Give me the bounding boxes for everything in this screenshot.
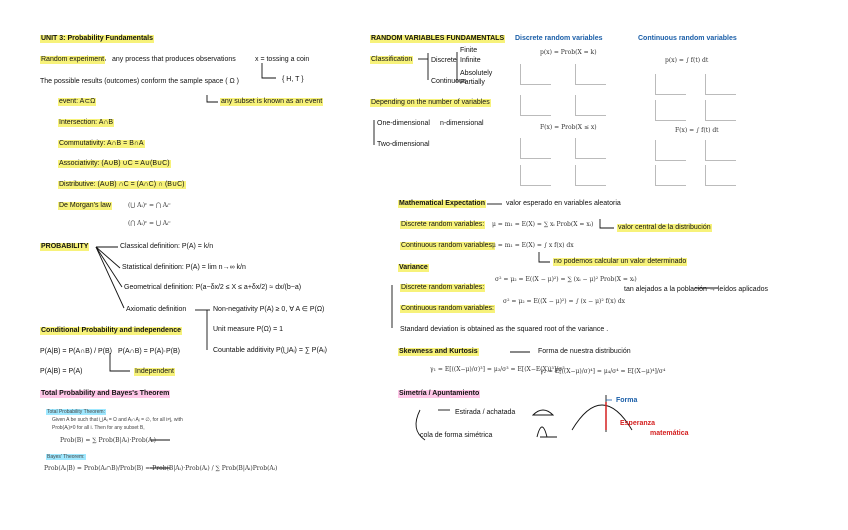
rv-heading: RANDOM VARIABLES FUNDAMENTALS xyxy=(371,35,505,42)
demorgan-formula-1: (⋃ Aᵢ)ᶜ = ⋂ Aᵢᶜ xyxy=(128,202,171,209)
pmf-plot-4 xyxy=(575,95,606,116)
sample-space-text: The possible results (outcomes) conform the sample space ( Ω ) xyxy=(40,78,239,85)
skewness-formula: γ₁ = E[((X−μ)/σ)³] = μ₃/σ³ = E[(X−E(X))³]/σ³ xyxy=(430,366,565,373)
finite-label: Finite xyxy=(460,47,478,54)
conditional-heading: Conditional Probability and independence xyxy=(41,327,182,334)
cdf-c-plot-4 xyxy=(705,165,736,186)
infinite-label: Infinite xyxy=(460,57,481,64)
n-dim-label: n-dimensional xyxy=(440,120,484,127)
pmf-plot-3 xyxy=(520,95,551,116)
demorgan-formula-2: (⋂ Aᵢ)ᶜ = ⋃ Aᵢᶜ xyxy=(128,220,171,227)
simetria-heading: Simetría / Apuntamiento xyxy=(399,390,480,397)
random-experiment-label: Random experiment xyxy=(41,56,105,63)
coin-example: x = tossing a coin xyxy=(255,56,310,63)
total-probability-text-2: Prob(Aᵢ)≠0 for all i. Then for any subset B, xyxy=(52,425,145,431)
total-probability-text-1: Given A be such that ⋃Aᵢ = Ω and Aᵢ∩Aⱼ = ∅, for all i≠j, with xyxy=(52,417,183,423)
skewness-note: Forma de nuestra distribución xyxy=(538,348,631,355)
distributive-item: Distributive: (A∪B) ∩C = (A∩C) ∩ (B∪C) xyxy=(59,181,185,188)
poblacion-note: tan alejados a la población → leídos aplicados xyxy=(624,286,768,293)
cdf-plot-4 xyxy=(575,165,606,186)
axiom-additivity: Countable additivity P(⋃Aᵢ) = ∑ P(Aᵢ) xyxy=(213,347,327,354)
disc-exp-label: Discrete random variables: xyxy=(401,221,485,228)
commutativity-item: Commutativity: A∩B = B∩A xyxy=(59,140,144,147)
continuous-rv-heading: Continuous random variables xyxy=(638,35,737,42)
cdf-c-plot-2 xyxy=(705,140,736,161)
valor-central-note: valor central de la distribución xyxy=(618,224,711,231)
pdf-formula: p(x) = ∫ f(t) dt xyxy=(665,57,709,64)
intersection-item: Intersection: A∩B xyxy=(59,119,114,126)
cdf-c-plot-3 xyxy=(655,165,686,186)
estirada-label: Estirada / achatada xyxy=(455,409,516,416)
absolutely-label: Absolutely xyxy=(460,70,493,77)
cdf-plot-1 xyxy=(520,138,551,159)
variance-heading: Variance xyxy=(399,264,428,271)
cont-exp-formula: μ = m₁ = E(X) = ∫ x f(x) dx xyxy=(492,242,574,249)
cdf-continuous-formula: F(x) = ∫ f(t) dt xyxy=(675,127,719,134)
cola-label: cola de forma simétrica xyxy=(420,432,493,439)
bayes-box: Bayes' Theorem: xyxy=(47,454,85,460)
demorgan-item: De Morgan's law xyxy=(59,202,111,209)
cdf-c-plot-1 xyxy=(655,140,686,161)
depending-label: Depending on the number of variables xyxy=(371,99,490,106)
axiom-unit-measure: Unit measure P(Ω) = 1 xyxy=(213,326,284,333)
discrete-rv-heading: Discrete random variables xyxy=(515,35,603,42)
forma-label: Forma xyxy=(616,397,638,404)
pdf-plot-3 xyxy=(655,100,686,121)
total-probability-formula: Prob(B) = ∑ Prob(B|Aᵢ)·Prob(Aᵢ) xyxy=(60,437,156,444)
pdf-plot-2 xyxy=(705,74,736,95)
event-note: any subset is known as an event xyxy=(221,98,323,105)
pdf-plot-4 xyxy=(705,100,736,121)
conditional-formula: P(A|B) = P(A∩B) / P(B) xyxy=(40,348,112,355)
esperanza-label: Esperanza xyxy=(620,420,656,427)
pmf-plot-1 xyxy=(520,64,551,85)
cdf-discrete-formula: F(x) = Prob(X ≤ x) xyxy=(540,124,597,131)
var-cont-label: Continuous random variables: xyxy=(401,305,494,312)
std-note: Standard deviation is obtained as the squared root of the variance . xyxy=(400,326,609,333)
probability-heading: PROBABILITY xyxy=(41,243,89,250)
discrete-label: Discrete xyxy=(431,57,457,64)
one-dim-label: One-dimensional xyxy=(377,120,430,127)
unit-title: UNIT 3: Probability Fundamentals xyxy=(41,35,154,42)
random-experiment-desc: any process that produces observations xyxy=(112,56,236,63)
independence-formula: P(A|B) = P(A) xyxy=(40,368,83,375)
geometrical-definition: Geometrical definition: P(a−δx/2 ≤ X ≤ a+δx/2) ≈ dx/(b−a) xyxy=(124,284,302,291)
partially-label: Partially xyxy=(460,79,485,86)
event-item: event: A⊂Ω xyxy=(59,98,96,105)
product-formula: P(A∩B) = P(A)·P(B) xyxy=(118,348,181,355)
var-disc-label: Discrete random variables: xyxy=(401,284,485,291)
two-dim-label: Two-dimensional xyxy=(377,141,430,148)
math-expectation-heading: Mathematical Expectation xyxy=(399,200,485,207)
axiomatic-definition: Axiomatic definition xyxy=(126,306,187,313)
cdf-plot-3 xyxy=(520,165,551,186)
skewness-heading: Skewness and Kurtosis xyxy=(399,348,478,355)
pmf-formula: p(x) = Prob(X = k) xyxy=(540,49,597,56)
cdf-plot-2 xyxy=(575,138,606,159)
ht-set: { H, T } xyxy=(282,76,304,83)
cont-exp-label: Continuous random variables: xyxy=(401,242,494,249)
classification-label: Classification xyxy=(371,56,413,63)
statistical-definition: Statistical definition: P(A) = lim n→∞ k/n xyxy=(122,264,246,271)
independent-label: Independent xyxy=(135,368,174,375)
axiom-nonnegativity: Non-negativity P(A) ≥ 0, ∀ A ∈ P(Ω) xyxy=(213,306,325,313)
bayes-formula: Prob(Aᵢ|B) = Prob(Aᵢ∩B)/Prob(B) = Prob(B|Aᵢ)·Prob(Aᵢ) / ∑ Prob(B|Aᵢ)Prob(Aᵢ) xyxy=(44,465,278,472)
total-probability-heading: Total Probability and Bayes's Theorem xyxy=(41,390,170,397)
continuous-label: Continuous xyxy=(431,78,467,85)
pdf-plot-1 xyxy=(655,74,686,95)
classical-definition: Classical definition: P(A) = k/n xyxy=(120,243,214,250)
matematica-label: matemática xyxy=(650,430,689,437)
var-disc-formula: σ² = μ₂ = E((X − μ)²) = ∑ (xᵢ − μ)² Prob(X = xᵢ) xyxy=(495,276,637,283)
math-expectation-desc: valor esperado en variables aleatoria xyxy=(506,200,621,207)
no-podemos-note: no podemos calcular un valor determinado xyxy=(554,258,687,265)
disc-exp-formula: μ = m₁ = E(X) = ∑ xᵢ Prob(X = xᵢ) xyxy=(492,221,594,228)
kurtosis-formula: γ₂ = E[((X−μ)/σ)⁴] = μ₄/σ⁴ = E[(X−μ)⁴]/σ⁴ xyxy=(540,368,666,375)
var-cont-formula: σ² = μ₂ = E((X − μ)²) = ∫ (x − μ)² f(x) dx xyxy=(503,298,626,305)
total-probability-box: Total Probability Theorem: xyxy=(47,409,105,415)
pmf-plot-2 xyxy=(575,64,606,85)
associativity-item: Associativity: (A∪B) ∪C = A∪(B∪C) xyxy=(59,160,170,167)
